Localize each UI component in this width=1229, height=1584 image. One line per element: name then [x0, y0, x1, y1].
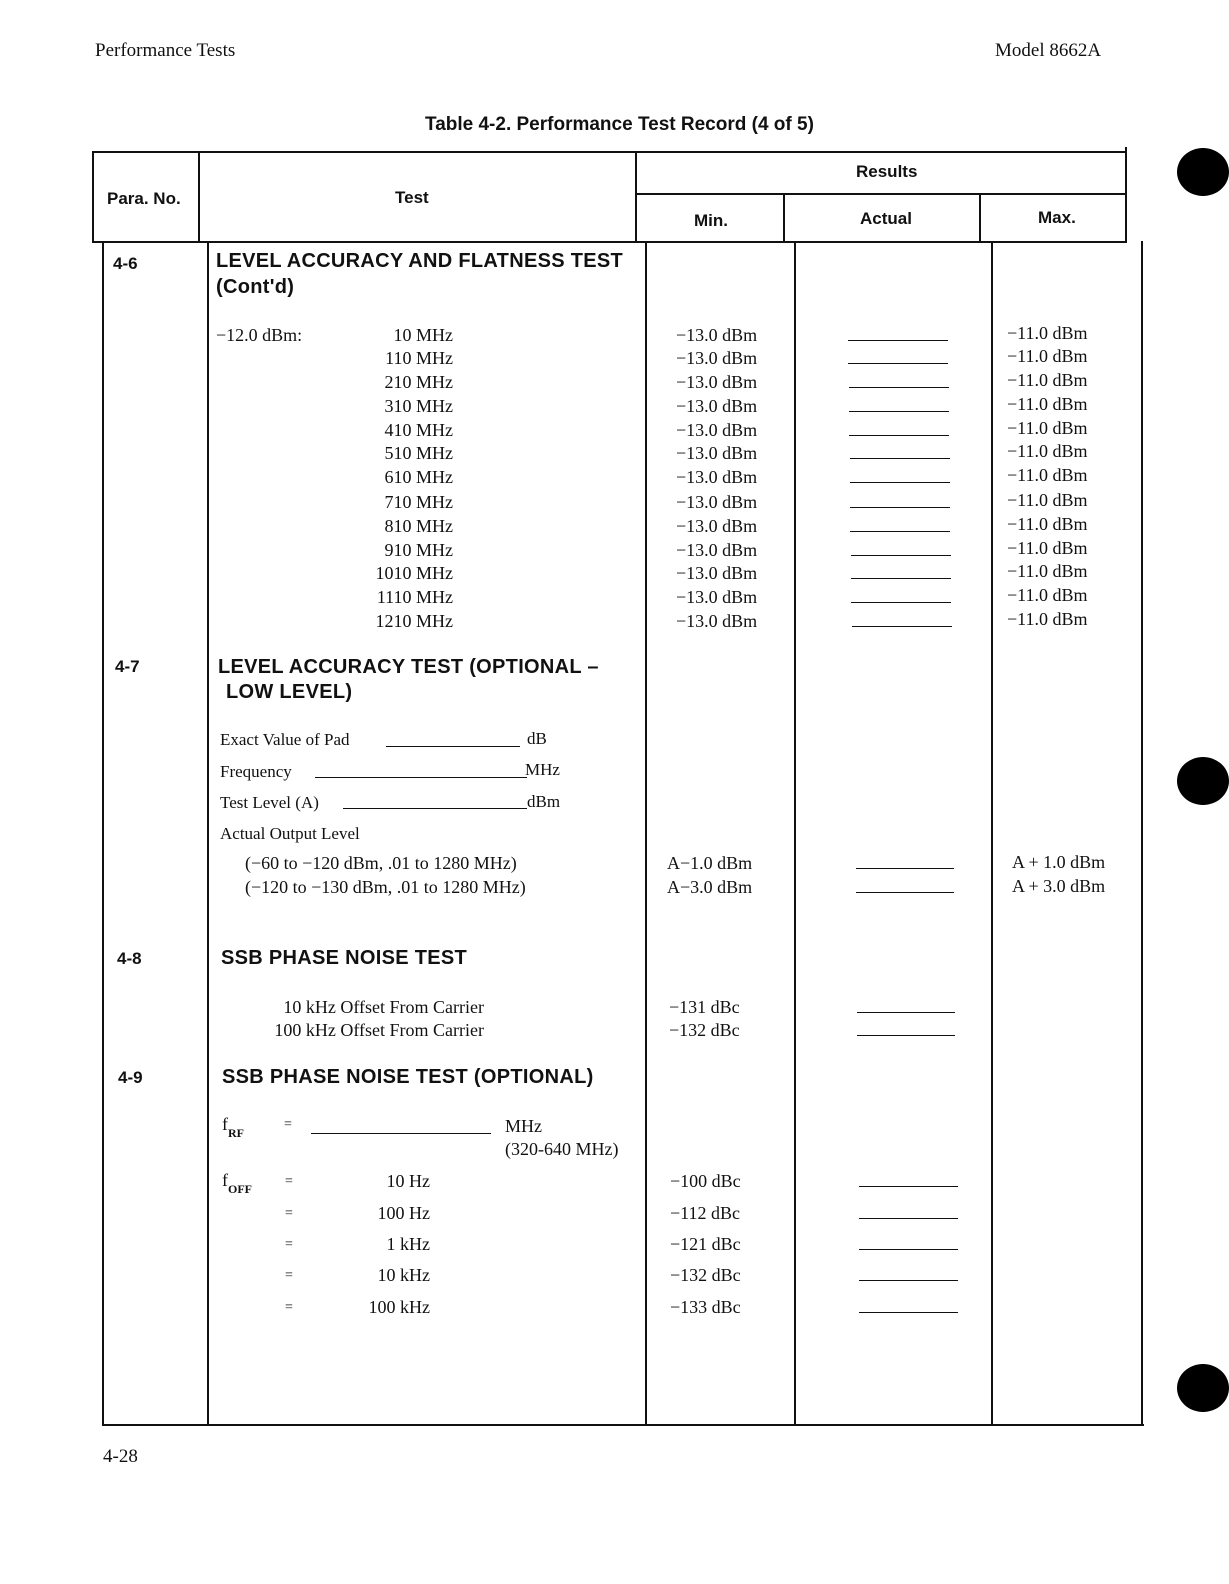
actual-divider-top [979, 193, 981, 243]
page-header-left: Performance Tests [95, 40, 236, 61]
f-rf-range: (320-640 MHz) [505, 1139, 619, 1159]
right-border-top [1125, 147, 1127, 243]
min-cell: −13.0 dBm [676, 492, 758, 512]
page-number: 4-28 [103, 1446, 138, 1467]
para-4-9: 4-9 [118, 1068, 143, 1087]
max-cell: −11.0 dBm [1007, 465, 1088, 485]
f-off-f: f [222, 1170, 228, 1190]
max-cell: −11.0 dBm [1007, 538, 1088, 558]
f-rf-subscript: RF [228, 1126, 244, 1140]
min-cell: −13.0 dBm [676, 563, 758, 583]
min-cell: −13.0 dBm [676, 540, 758, 560]
test-level-label: Test Level (A) [220, 793, 319, 812]
min-cell: −13.0 dBm [676, 325, 758, 345]
col-min: Min. [694, 211, 728, 230]
left-border-top [92, 151, 94, 243]
max-cell: −11.0 dBm [1007, 394, 1088, 414]
col-actual: Actual [860, 209, 912, 228]
results-divider [635, 193, 1127, 195]
min-cell: −13.0 dBm [676, 372, 758, 392]
offset-value: 1 kHz [386, 1234, 430, 1254]
min-cell: A−3.0 dBm [667, 877, 753, 897]
table-bottom-border [102, 1424, 1144, 1426]
actual-entry-blank[interactable] [850, 507, 950, 508]
output-range-label: (−60 to −120 dBm, .01 to 1280 MHz) [245, 853, 517, 873]
actual-entry-blank[interactable] [849, 435, 949, 436]
actual-divider [991, 241, 993, 1426]
col-results: Results [856, 162, 918, 181]
min-cell: −13.0 dBm [676, 467, 758, 487]
equals-sign: = [285, 1300, 293, 1315]
offset-value: 10 kHz [377, 1265, 430, 1285]
min-cell: −132 dBc [669, 1020, 740, 1040]
offset-label: 100 kHz Offset From Carrier [274, 1020, 484, 1040]
frequency-cell: 510 MHz [384, 443, 453, 463]
frequency-cell: 10 MHz [393, 325, 453, 345]
min-cell: −132 dBc [670, 1265, 741, 1285]
actual-entry-blank[interactable] [859, 1280, 958, 1281]
frequency-cell: 210 MHz [384, 372, 453, 392]
binder-hole-bottom [1177, 1364, 1229, 1412]
actual-output-label: Actual Output Level [220, 824, 360, 843]
table-title: Table 4-2. Performance Test Record (4 of 5) [425, 114, 814, 135]
min-cell: −13.0 dBm [676, 443, 758, 463]
min-cell: −112 dBc [670, 1203, 740, 1223]
para-divider-top [198, 151, 200, 243]
min-cell: −13.0 dBm [676, 348, 758, 368]
right-border [1141, 241, 1143, 1426]
para-4-6: 4-6 [113, 254, 138, 273]
equals-sign: = [285, 1206, 293, 1221]
f-off-symbol [222, 1170, 252, 1196]
actual-entry-blank[interactable] [856, 868, 954, 869]
table-top-border [92, 151, 1127, 153]
min-cell: −13.0 dBm [676, 587, 758, 607]
min-cell: −121 dBc [670, 1234, 741, 1254]
col-para-no: Para. No. [107, 189, 181, 208]
test-divider-top [635, 151, 637, 243]
actual-entry-blank[interactable] [848, 340, 948, 341]
actual-entry-blank[interactable] [851, 555, 951, 556]
frequency-cell: 1110 MHz [376, 587, 453, 607]
frequency-blank[interactable] [315, 777, 527, 778]
max-cell: −11.0 dBm [1007, 418, 1088, 438]
max-cell: −11.0 dBm [1007, 514, 1088, 534]
section-4-9-title: SSB PHASE NOISE TEST (OPTIONAL) [222, 1066, 594, 1088]
f-off-subscript: OFF [228, 1182, 252, 1196]
para-divider [207, 241, 209, 1426]
frequency-cell: 110 MHz [385, 348, 453, 368]
section-4-6-level: −12.0 dBm: [216, 325, 303, 345]
equals-sign: = [285, 1174, 293, 1189]
max-cell: −11.0 dBm [1007, 323, 1088, 343]
binder-hole-middle [1177, 757, 1229, 805]
actual-entry-blank[interactable] [850, 482, 950, 483]
min-divider [794, 241, 796, 1426]
f-rf-unit: MHz [505, 1116, 542, 1136]
min-cell: −13.0 dBm [676, 516, 758, 536]
section-4-6-title-cont: (Cont'd) [216, 276, 295, 298]
actual-entry-blank[interactable] [851, 578, 951, 579]
actual-entry-blank[interactable] [857, 1035, 955, 1036]
left-border [102, 241, 104, 1426]
test-level-unit: dBm [527, 792, 561, 811]
test-divider [645, 241, 647, 1426]
actual-entry-blank[interactable] [851, 602, 951, 603]
frequency-cell: 610 MHz [384, 467, 453, 487]
actual-entry-blank[interactable] [849, 411, 949, 412]
actual-entry-blank[interactable] [849, 387, 949, 388]
page-header-right: Model 8662A [995, 40, 1102, 61]
max-cell: A + 1.0 dBm [1012, 852, 1106, 872]
frequency-cell: 910 MHz [384, 540, 453, 560]
frequency-cell: 410 MHz [384, 420, 453, 440]
offset-value: 10 Hz [386, 1171, 430, 1191]
pad-blank[interactable] [386, 746, 520, 747]
frequency-cell: 1010 MHz [375, 563, 453, 583]
actual-entry-blank[interactable] [850, 458, 950, 459]
frequency-cell: 710 MHz [384, 492, 453, 512]
section-4-6-title: LEVEL ACCURACY AND FLATNESS TEST [216, 250, 624, 272]
output-range-label: (−120 to −130 dBm, .01 to 1280 MHz) [245, 877, 526, 897]
f-rf-blank[interactable] [311, 1133, 491, 1134]
actual-entry-blank[interactable] [857, 1012, 955, 1013]
min-divider-top [783, 193, 785, 243]
actual-entry-blank[interactable] [850, 531, 950, 532]
section-4-8-title: SSB PHASE NOISE TEST [221, 947, 468, 969]
col-max: Max. [1038, 208, 1076, 227]
equals-sign: = [285, 1268, 293, 1283]
actual-entry-blank[interactable] [859, 1249, 958, 1250]
para-4-8: 4-8 [117, 949, 142, 968]
frequency-cell: 310 MHz [384, 396, 453, 416]
test-level-blank[interactable] [343, 808, 527, 809]
max-cell: −11.0 dBm [1007, 370, 1088, 390]
frequency-cell: 810 MHz [384, 516, 453, 536]
offset-value: 100 Hz [377, 1203, 430, 1223]
frequency-cell: 1210 MHz [375, 611, 453, 631]
min-cell: −131 dBc [669, 997, 740, 1017]
min-cell: A−1.0 dBm [667, 853, 753, 873]
max-cell: −11.0 dBm [1007, 585, 1088, 605]
f-rf-equals: = [284, 1117, 292, 1132]
equals-sign: = [285, 1237, 293, 1252]
actual-entry-blank[interactable] [848, 363, 948, 364]
max-cell: −11.0 dBm [1007, 490, 1088, 510]
max-cell: −11.0 dBm [1007, 441, 1088, 461]
max-cell: −11.0 dBm [1007, 609, 1088, 629]
pad-label: Exact Value of Pad [220, 730, 350, 749]
section-4-7-title-cont: LOW LEVEL) [226, 681, 353, 703]
max-cell: A + 3.0 dBm [1012, 876, 1106, 896]
offset-label: 10 kHz Offset From Carrier [283, 997, 484, 1017]
min-cell: −13.0 dBm [676, 396, 758, 416]
offset-value: 100 kHz [368, 1297, 430, 1317]
actual-entry-blank[interactable] [859, 1186, 958, 1187]
min-cell: −133 dBc [670, 1297, 741, 1317]
para-4-7: 4-7 [115, 657, 140, 676]
min-cell: −100 dBc [670, 1171, 741, 1191]
actual-entry-blank[interactable] [852, 626, 952, 627]
min-cell: −13.0 dBm [676, 420, 758, 440]
col-test: Test [395, 188, 429, 207]
frequency-unit: MHz [525, 760, 560, 779]
max-cell: −11.0 dBm [1007, 561, 1088, 581]
f-rf-f: f [222, 1114, 228, 1134]
section-4-7-title: LEVEL ACCURACY TEST (OPTIONAL – [218, 656, 599, 678]
f-rf-symbol [222, 1114, 244, 1140]
actual-entry-blank[interactable] [856, 892, 954, 893]
actual-entry-blank[interactable] [859, 1312, 958, 1313]
actual-entry-blank[interactable] [859, 1218, 958, 1219]
pad-unit: dB [527, 729, 547, 748]
min-cell: −13.0 dBm [676, 611, 758, 631]
header-bottom-border [92, 241, 1127, 243]
frequency-label: Frequency [220, 762, 292, 781]
max-cell: −11.0 dBm [1007, 346, 1088, 366]
binder-hole-top [1177, 148, 1229, 196]
